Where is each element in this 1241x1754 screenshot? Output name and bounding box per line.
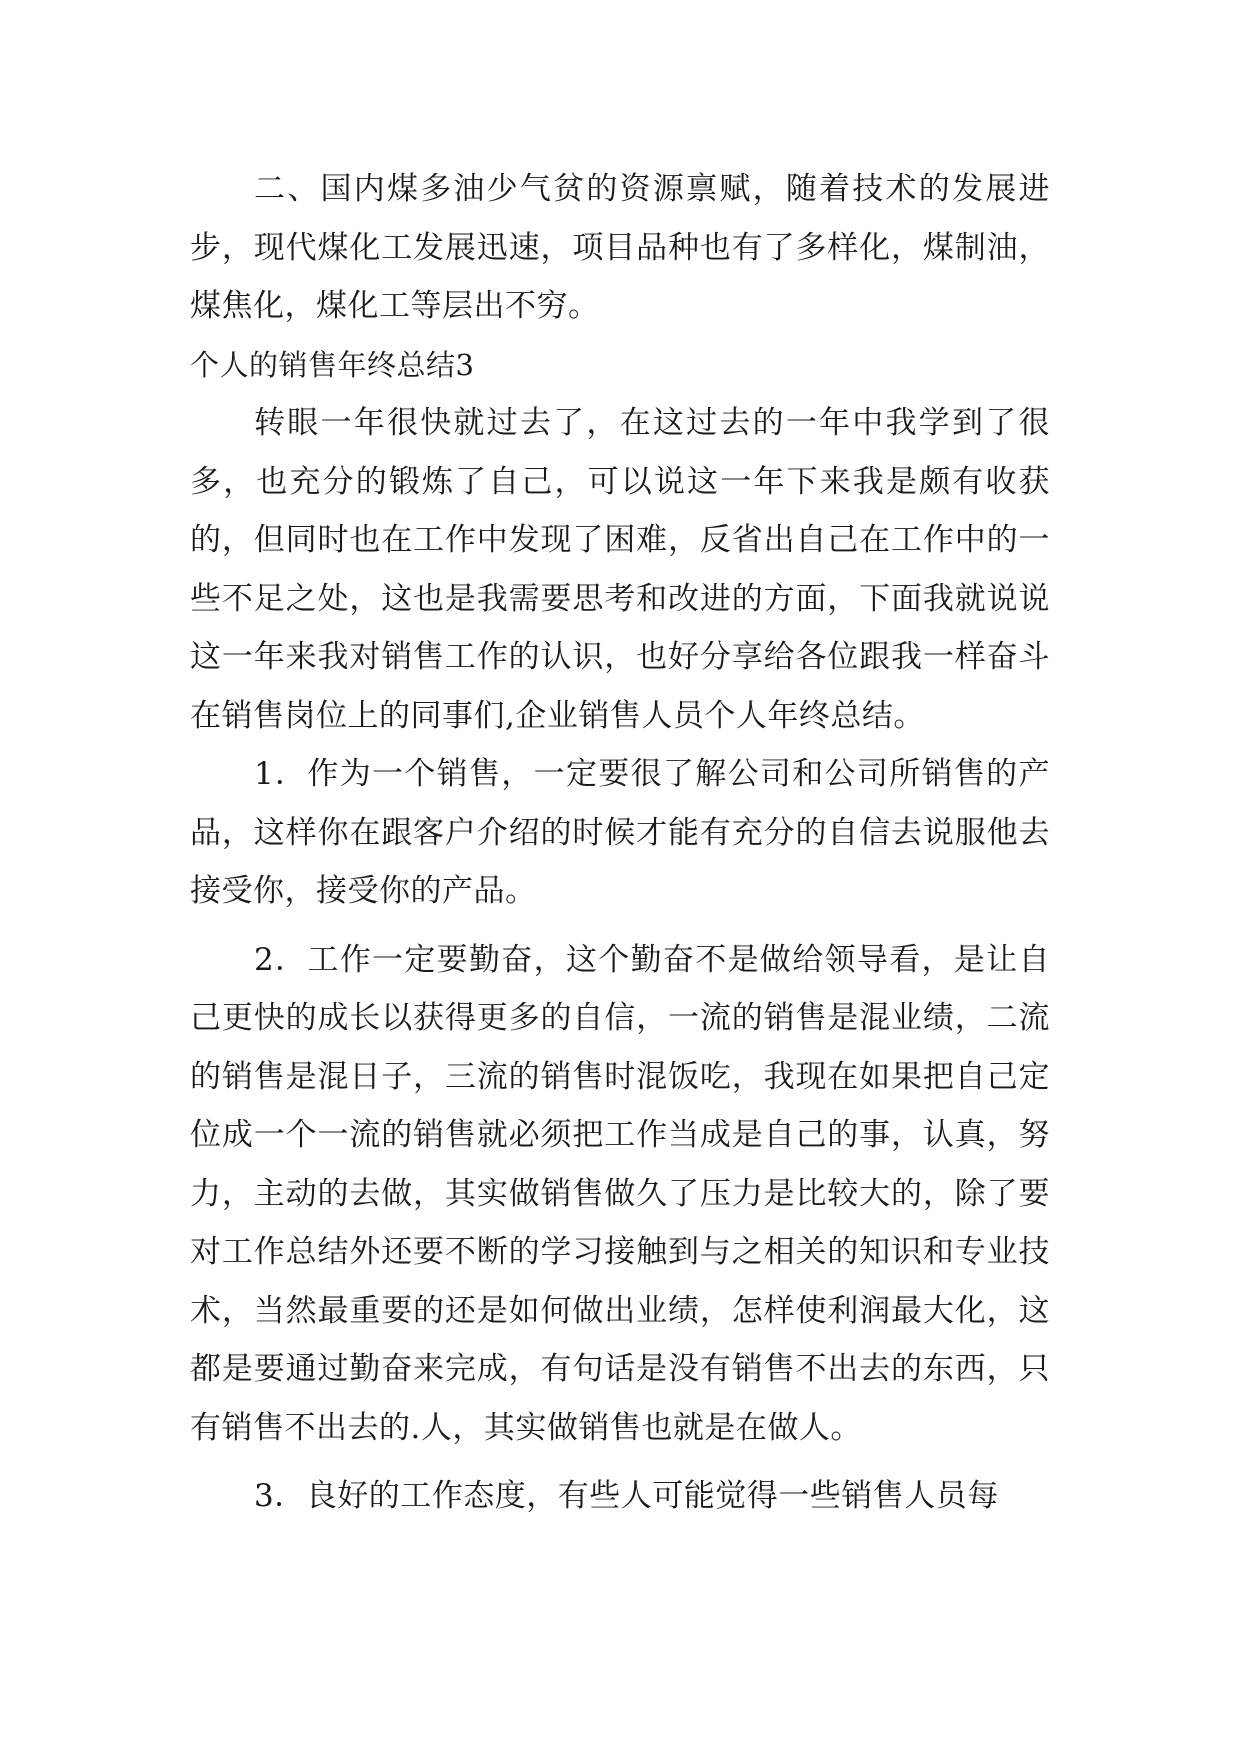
paragraph-point-1: 1．作为一个销售，一定要很了解公司和公司所销售的产品，这样你在跟客户介绍的时候才能有充分的自信去说服他去接受你，接受你的产品。 xyxy=(190,756,1050,909)
paragraph-coal-resources: 二、国内煤多油少气贫的资源禀赋，随着技术的发展进步，现代煤化工发展迅速，项目品种也有了多样化，煤制油，煤焦化，煤化工等层出不穷。 xyxy=(190,171,1050,324)
paragraph-point-2: 2．工作一定要勤奋，这个勤奋不是做给领导看，是让自己更快的成长以获得更多的自信，一流的销售是混业绩，二流的销售是混日子，三流的销售时混饭吃，我现在如果把自己定位成一个一流的销售就必须把工作当成是自己的事，认真，努力，主动的去做，其实做销售做久了压力是比较大的，除了要对工作总结外还要不断的学习接触到与之相关的知识和专业技术，当然最重要的还是如何做出业绩，怎样使利润最大化，这都是要通过勤奋来完成，有句话是没有销售不出去的东西，只有销售不出去的.人，其实做销售也就是在做人。 xyxy=(190,941,1050,1446)
paragraph-intro: 转眼一年很快就过去了，在这过去的一年中我学到了很多，也充分的锻炼了自己，可以说这一年下来我是颇有收获的，但同时也在工作中发现了困难，反省出自己在工作中的一些不足之处，这也是我需要思考和改进的方面，下面我就说说这一年来我对销售工作的认识，也好分享给各位跟我一样奋斗在销售岗位上的同事们,企业销售人员个人年终总结。 xyxy=(190,405,1050,734)
section-heading: 个人的销售年终总结3 xyxy=(190,347,475,382)
document-body xyxy=(190,160,1050,1526)
paragraph-point-3: 3．良好的工作态度，有些人可能觉得一些销售人员每 xyxy=(254,1478,999,1514)
